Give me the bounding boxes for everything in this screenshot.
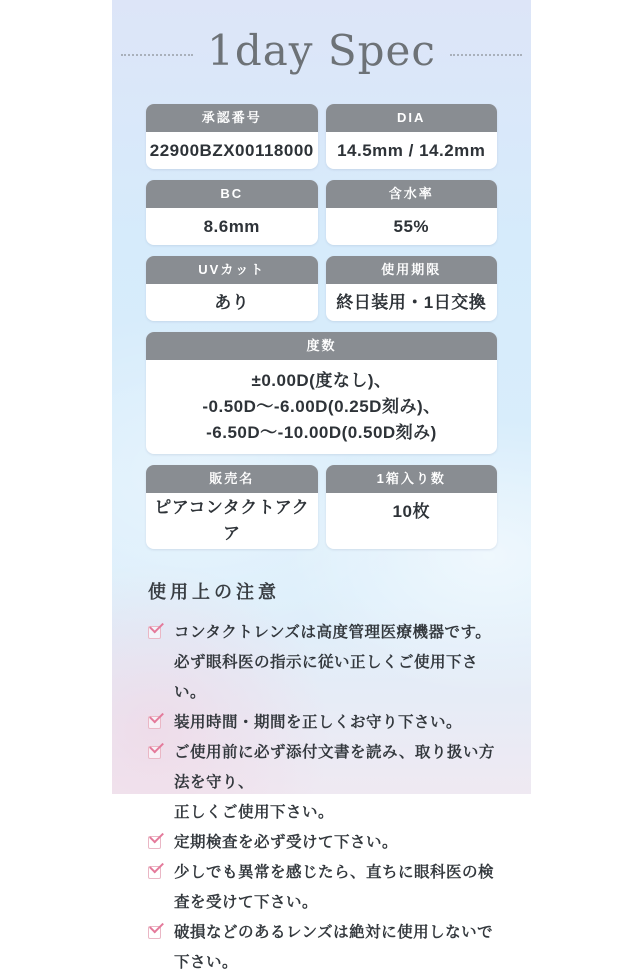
note-line: 定期検査を必ず受けて下さい。 bbox=[174, 834, 399, 851]
checkmark-icon bbox=[149, 739, 164, 754]
spec-label: 使用期限 bbox=[326, 256, 498, 284]
spec-value bbox=[146, 132, 318, 169]
checked-checkbox-icon bbox=[148, 866, 161, 879]
spec-card bbox=[146, 104, 318, 169]
spec-label: 含水率 bbox=[326, 180, 498, 208]
spec-value-line: 終日装用・1日交換 bbox=[336, 292, 487, 312]
title-decor-line-left bbox=[121, 54, 193, 56]
note-item bbox=[148, 828, 497, 858]
note-item bbox=[148, 858, 497, 918]
note-line: 破損などのあるレンズは絶対に使用しないで下さい。 bbox=[174, 924, 494, 971]
usage-notes-section bbox=[146, 578, 497, 978]
usage-notes-list bbox=[148, 618, 497, 978]
spec-value bbox=[146, 493, 318, 549]
spec-card bbox=[326, 465, 498, 549]
note-item bbox=[148, 918, 497, 978]
spec-card bbox=[326, 104, 498, 169]
note-item bbox=[148, 738, 497, 828]
spec-value-line: -0.50D〜-6.00D(0.25D刻み)、 bbox=[202, 397, 441, 416]
spec-value bbox=[326, 493, 498, 530]
spec-label: UVカット bbox=[146, 256, 318, 284]
spec-value-line: あり bbox=[214, 292, 250, 312]
spec-table bbox=[146, 104, 497, 549]
spec-label: 承認番号 bbox=[146, 104, 318, 132]
spec-label: DIA bbox=[326, 104, 498, 132]
spec-value bbox=[146, 208, 318, 245]
note-line: 少しでも異常を感じたら、直ちに眼科医の検査を受けて下さい。 bbox=[174, 864, 495, 911]
spec-label: 販売名 bbox=[146, 465, 318, 493]
spec-label: 度数 bbox=[146, 332, 497, 360]
page-title: 1day Spec bbox=[207, 26, 436, 75]
spec-card bbox=[146, 332, 497, 454]
note-line: 必ず眼科医の指示に従い正しくご使用下さい。 bbox=[174, 654, 479, 701]
checkmark-icon bbox=[149, 829, 164, 844]
checkmark-icon bbox=[149, 859, 164, 874]
spec-label: BC bbox=[146, 180, 318, 208]
checked-checkbox-icon bbox=[148, 836, 161, 849]
spec-label: 1箱入り数 bbox=[326, 465, 498, 493]
spec-value-line: ピアコンタクトアクア bbox=[154, 498, 310, 543]
spec-value-line: -6.50D〜-10.00D(0.50D刻み) bbox=[206, 423, 437, 442]
spec-value-line: 14.5mm / 14.2mm bbox=[337, 140, 486, 160]
note-line: 装用時間・期間を正しくお守り下さい。 bbox=[174, 714, 463, 731]
note-line: ご使用前に必ず添付文書を読み、取り扱い方法を守り、 bbox=[174, 744, 495, 791]
spec-value bbox=[146, 284, 318, 321]
note-line: 正しくご使用下さい。 bbox=[174, 804, 335, 821]
checkmark-icon bbox=[149, 619, 164, 634]
checked-checkbox-icon bbox=[148, 926, 161, 939]
spec-value bbox=[326, 284, 498, 321]
checked-checkbox-icon bbox=[148, 716, 161, 729]
note-line: コンタクトレンズは高度管理医療機器です。 bbox=[174, 624, 492, 641]
spec-value-line: 10枚 bbox=[392, 501, 430, 521]
title-decor-line-right bbox=[450, 54, 522, 56]
spec-value bbox=[146, 360, 497, 454]
spec-card bbox=[146, 256, 318, 321]
spec-value-line: ±0.00D(度なし)、 bbox=[251, 371, 392, 390]
spec-value-line: 55% bbox=[393, 216, 430, 236]
spec-value bbox=[326, 132, 498, 169]
spec-value-line: 22900BZX00118000 bbox=[149, 140, 314, 160]
spec-value-line: 8.6mm bbox=[203, 216, 260, 236]
note-item bbox=[148, 708, 497, 738]
checkmark-icon bbox=[149, 919, 164, 934]
usage-notes-heading: 使用上の注意 bbox=[148, 582, 280, 602]
spec-value bbox=[326, 208, 498, 245]
spec-card bbox=[146, 180, 318, 245]
note-item bbox=[148, 618, 497, 708]
spec-page bbox=[112, 0, 531, 971]
page-title-row bbox=[146, 24, 497, 86]
spec-card bbox=[146, 465, 318, 549]
spec-card bbox=[326, 256, 498, 321]
checked-checkbox-icon bbox=[148, 626, 161, 639]
checked-checkbox-icon bbox=[148, 746, 161, 759]
spec-card bbox=[326, 180, 498, 245]
checkmark-icon bbox=[149, 709, 164, 724]
